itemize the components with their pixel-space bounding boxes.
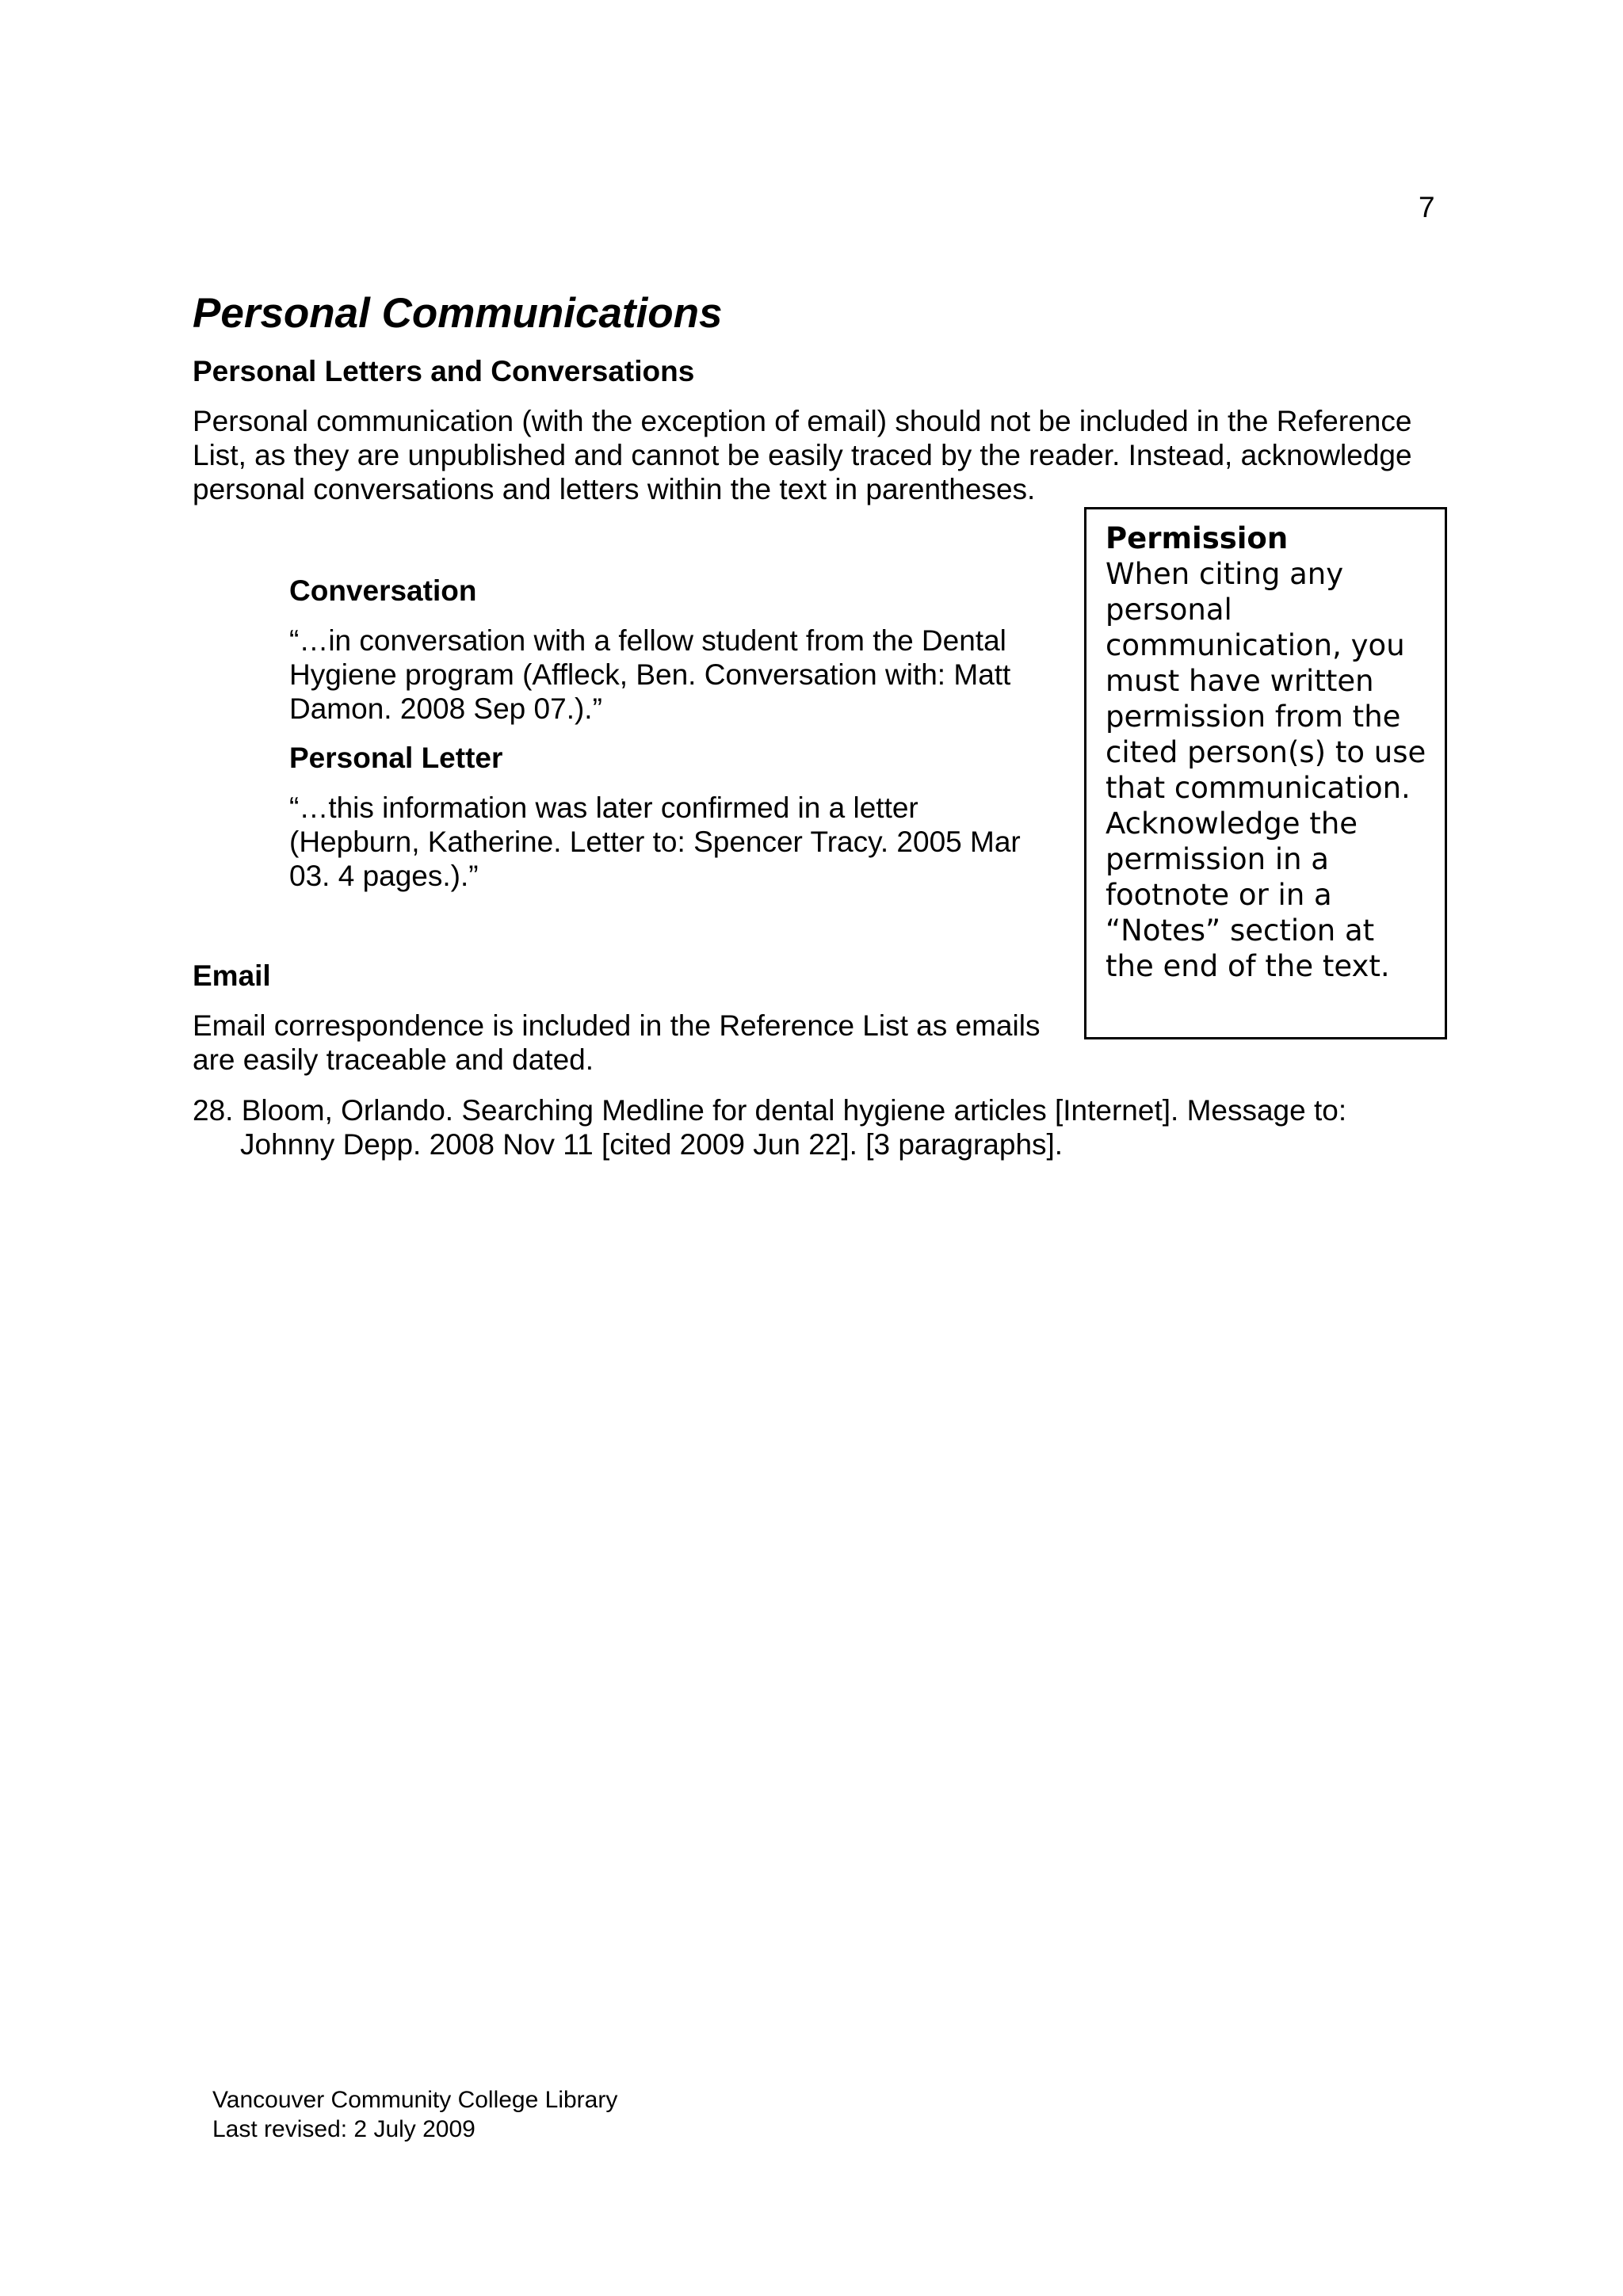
section-heading: Personal Letters and Conversations: [193, 355, 695, 387]
conversation-example: “…in conversation with a fellow student from the Dental Hygiene program (Affleck, Ben. Conversation with: Matt Damon. 2008 Sep 07.).”: [289, 624, 1011, 725]
permission-title: Permission: [1106, 521, 1289, 555]
footer: [212, 2085, 617, 2144]
footer-revised-date: Last revised: 2 July 2009: [212, 2116, 475, 2142]
footer-institution: Vancouver Community College Library: [212, 2087, 618, 2113]
conversation-heading: Conversation: [289, 574, 477, 607]
permission-box: [1084, 507, 1447, 1039]
email-paragraph: Email correspondence is included in the Reference List as emails are easily traceable and dated.: [193, 1009, 1041, 1076]
page-title: Personal Communications: [193, 290, 723, 337]
email-heading: Email: [193, 959, 271, 992]
page-number: 7: [1419, 191, 1435, 223]
personal-letter-heading: Personal Letter: [289, 742, 503, 774]
intro-paragraph: Personal communication (with the exception of email) should not be included in the Reference List, as they are unpublished and cannot be easily traced by the reader. Instead, acknowledge personal conversations and letters within the text in parentheses.: [193, 405, 1412, 505]
permission-text: When citing any personal communication, you must have written permission from the cited person(s) to use that communication. Acknowledge the permission in a footnote or in a “Notes” section at the end of the text.: [1106, 557, 1426, 983]
reference-entry: 28. Bloom, Orlando. Searching Medline for dental hygiene articles [Internet]. Message to: Johnny Depp. 2008 Nov 11 [cited 2009 Jun 22]. [3 paragraphs].: [193, 1094, 1347, 1161]
personal-letter-example: “…this information was later confirmed in a letter (Hepburn, Katherine. Letter to: Spencer Tracy. 2005 Mar 03. 4 pages.).”: [289, 791, 1021, 892]
